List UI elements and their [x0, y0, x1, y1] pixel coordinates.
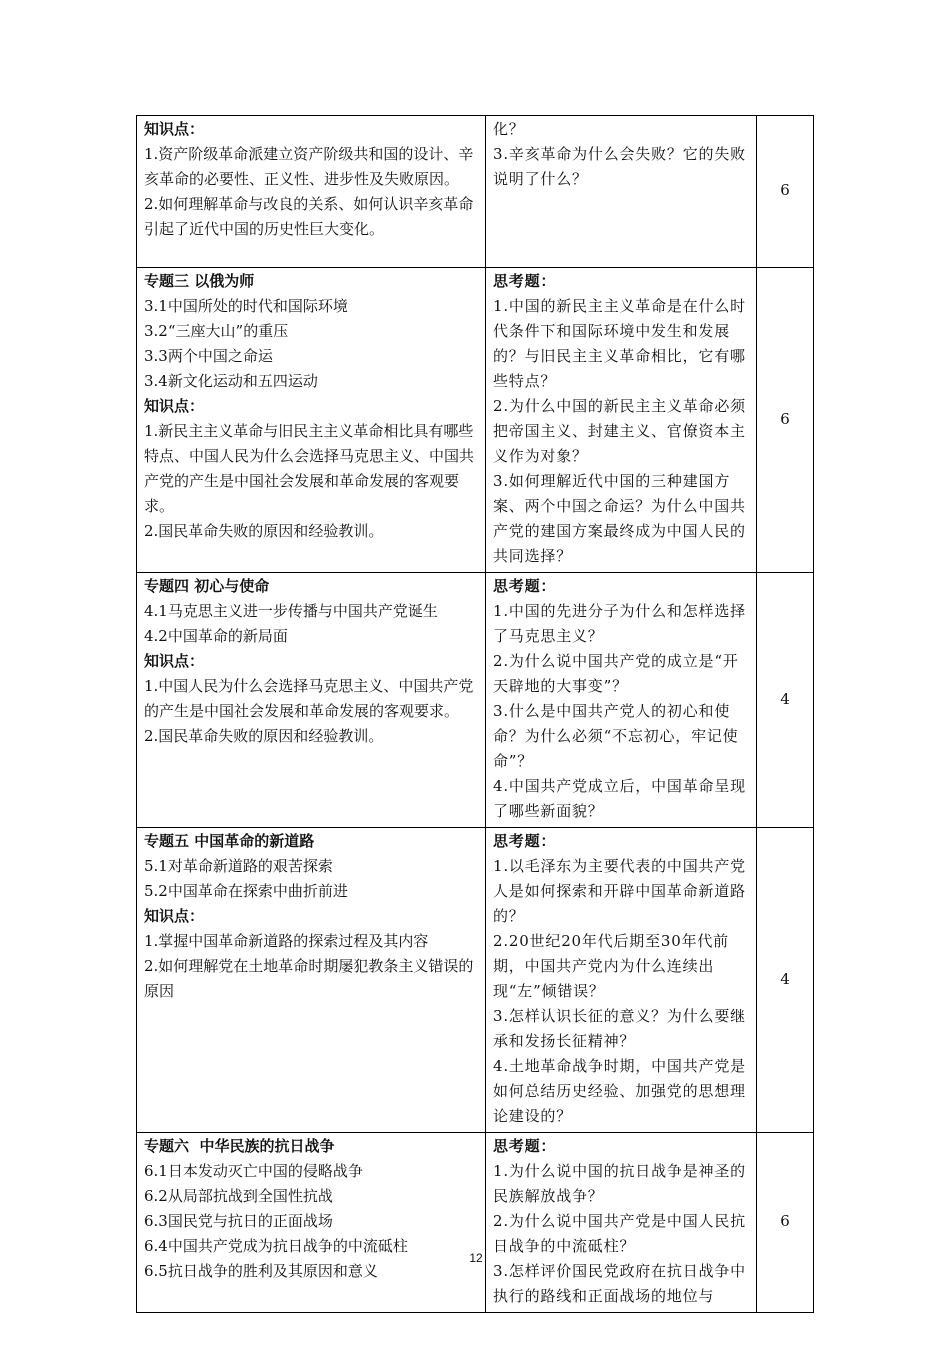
syllabus-table-body [137, 116, 814, 1313]
text-line: 3.4新文化运动和五四运动 [144, 372, 318, 390]
text-line: 4.土地革命战争时期，中国共产党是如何总结历史经验、加强党的思想理论建设的？ [493, 1057, 746, 1125]
questions-cell [486, 573, 757, 828]
questions-cell [486, 116, 757, 268]
text-line: 1.为什么说中国的抗日战争是神圣的民族解放战争？ [493, 1162, 746, 1205]
text-line: 5.1对革命新道路的艰苦探索 [144, 857, 333, 875]
text-line: 6.3国民党与抗日的正面战场 [144, 1212, 333, 1230]
text-line: 3.3两个中国之命运 [144, 347, 273, 365]
text-line: 5.2中国革命在探索中曲折前进 [144, 882, 348, 900]
text-line: 3.如何理解近代中国的三种建国方案、两个中国之命运？为什么中国共产党的建国方案最终成为中国人民的共同选择？ [493, 472, 746, 565]
text-line: 6.5抗日战争的胜利及其原因和意义 [144, 1262, 378, 1280]
text-line: 4.中国共产党成立后，中国革命呈现了哪些新面貌？ [493, 777, 746, 820]
hours-cell: 6 [757, 116, 814, 268]
section-heading: 知识点： [144, 907, 205, 925]
syllabus-row [137, 268, 814, 573]
text-line: 1.以毛泽东为主要代表的中国共产党人是如何探索和开辟中国革命新道路的？ [493, 857, 746, 925]
topic-cell [137, 268, 486, 573]
text-line: 2.为什么说中国共产党的成立是“开天辟地的大事变”？ [493, 652, 739, 695]
page-number: 12 [469, 1251, 483, 1265]
topic-cell [137, 1133, 486, 1313]
questions-cell [486, 1133, 757, 1313]
section-heading: 思考题： [493, 272, 557, 290]
text-line: 2.如何理解革命与改良的关系、如何认识辛亥革命引起了近代中国的历史性巨大变化。 [144, 195, 474, 238]
text-line: 1.资产阶级革命派建立资产阶级共和国的设计、辛亥革命的必要性、正义性、进步性及失败原因。 [144, 145, 474, 188]
questions-cell [486, 828, 757, 1133]
section-heading: 知识点： [144, 397, 205, 415]
hours-cell: 4 [757, 828, 814, 1133]
text-line: 6.4中国共产党成为抗日战争的中流砥柱 [144, 1237, 408, 1255]
text-line: 4.1马克思主义进一步传播与中国共产党诞生 [144, 602, 438, 620]
text-line: 3.2“三座大山”的重压 [144, 322, 289, 340]
text-line: 6.2从局部抗战到全国性抗战 [144, 1187, 333, 1205]
section-heading: 专题五 中国革命的新道路 [144, 832, 315, 850]
text-line: 2.20世纪20年代后期至30年代前期，中国共产党内为什么连续出现“左”倾错误？ [493, 932, 729, 1000]
text-line: 2.为什么中国的新民主主义革命必须把帝国主义、封建主义、官僚资本主义作为对象？ [493, 397, 746, 465]
topic-cell [137, 828, 486, 1133]
section-heading: 知识点： [144, 120, 205, 138]
syllabus-row [137, 828, 814, 1133]
syllabus-table [136, 115, 814, 1313]
text-line: 4.2中国革命的新局面 [144, 627, 288, 645]
section-heading: 思考题： [493, 1137, 557, 1155]
text-line: 2.如何理解党在土地革命时期屡犯教条主义错误的原因 [144, 957, 474, 1000]
hours-cell: 6 [757, 1133, 814, 1313]
text-line: 化？ [493, 120, 525, 138]
text-line: 1.掌握中国革命新道路的探索过程及其内容 [144, 932, 429, 950]
syllabus-row [137, 116, 814, 268]
text-line: 1.新民主主义革命与旧民主主义革命相比具有哪些特点、中国人民为什么会选择马克思主义、中国共产党的产生是中国社会发展和革命发展的客观要求。 [144, 422, 475, 515]
text-line: 1.中国的新民主主义革命是在什么时代条件下和国际环境中发生和发展的？与旧民主主义革命相比，它有哪些特点？ [493, 297, 746, 390]
section-heading: 知识点： [144, 652, 205, 670]
syllabus-row [137, 573, 814, 828]
text-line: 6.1日本发动灭亡中国的侵略战争 [144, 1162, 363, 1180]
text-line: 2.为什么说中国共产党是中国人民抗日战争的中流砥柱？ [493, 1212, 746, 1255]
section-heading: 专题三 以俄为师 [144, 272, 255, 290]
topic-cell [137, 573, 486, 828]
text-line: 3.什么是中国共产党人的初心和使命？为什么必须“不忘初心，牢记使命”？ [493, 702, 739, 770]
text-line: 1.中国的先进分子为什么和怎样选择了马克思主义？ [493, 602, 746, 645]
syllabus-row [137, 1133, 814, 1313]
section-heading: 专题四 初心与使命 [144, 577, 270, 595]
text-line: 3.怎样评价国民党政府在抗日战争中执行的路线和正面战场的地位与 [493, 1262, 746, 1305]
text-line: 3.怎样认识长征的意义？为什么要继承和发扬长征精神？ [493, 1007, 746, 1050]
questions-cell [486, 268, 757, 573]
text-line: 3.1中国所处的时代和国际环境 [144, 297, 348, 315]
text-line: 1.中国人民为什么会选择马克思主义、中国共产党的产生是中国社会发展和革命发展的客观要求。 [144, 677, 474, 720]
text-line: 2.国民革命失败的原因和经验教训。 [144, 522, 384, 540]
topic-cell [137, 116, 486, 268]
section-heading: 专题六 中华民族的抗日战争 [144, 1137, 335, 1155]
text-line: 2.国民革命失败的原因和经验教训。 [144, 727, 384, 745]
text-line: 3.辛亥革命为什么会失败？它的失败说明了什么？ [493, 145, 746, 188]
section-heading: 思考题： [493, 577, 557, 595]
hours-cell: 4 [757, 573, 814, 828]
hours-cell: 6 [757, 268, 814, 573]
section-heading: 思考题： [493, 832, 557, 850]
